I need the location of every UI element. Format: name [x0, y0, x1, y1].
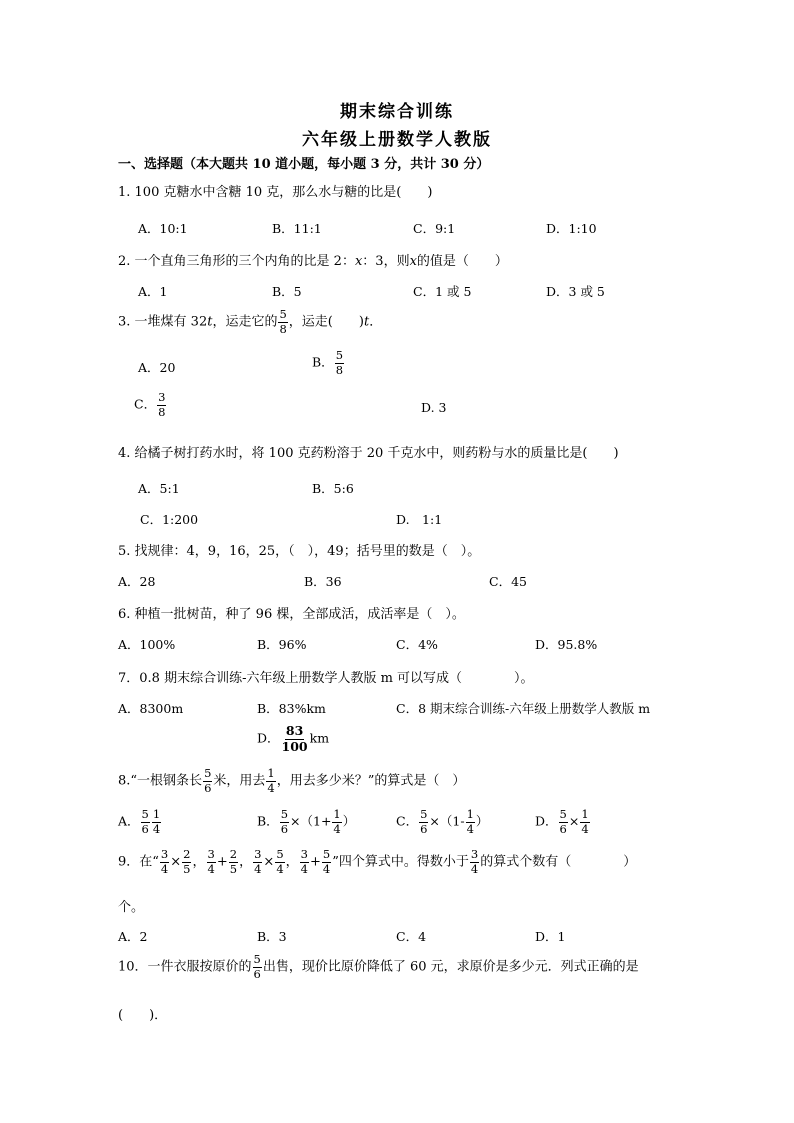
question-1: 1. 100 克糖水中含糖 10 克，那么水与糖的比是( ) [118, 185, 433, 200]
q3-option-c: C． $\frac{3}{8}$ [134, 390, 166, 419]
q1-option-d: D．1:10 [546, 221, 597, 236]
fraction: $\frac{5}{6}$ [420, 807, 428, 836]
fraction: $\frac{5}{6}$ [253, 952, 261, 981]
q3-option-d: D. 3 [421, 400, 447, 415]
fraction: $\frac{1}{4}$ [581, 807, 589, 836]
q3-option-b: B． $\frac{5}{8}$ [312, 348, 344, 377]
q7-option-c: C．8 期末综合训练-六年级上册数学人教版 m [396, 701, 651, 716]
q6-option-d: D．95.8% [535, 637, 598, 652]
q7-option-a: A．8300m [118, 701, 184, 716]
fraction: $\frac{2}{5}$ [229, 847, 238, 876]
fraction: $\frac{5}{8}$ [279, 307, 287, 336]
page-title: 期末综合训练 [340, 102, 454, 122]
question-5: 5. 找规律：4，9，16，25，（ ），49；括号里的数是（ ）。 [118, 544, 481, 559]
q8-option-d: D． $\frac{5}{6}$ × $\frac{1}{4}$ [535, 807, 589, 836]
fraction: $\frac{5}{6}$ [559, 807, 567, 836]
question-6: 6. 种植一批树苗，种了 96 棵，全部成活，成活率是（ ）。 [118, 607, 465, 622]
q2-option-a: A．1 [138, 284, 168, 299]
fraction: $\frac{3}{4}$ [207, 847, 215, 876]
fraction: $\frac{1}{4}$ [152, 807, 161, 836]
fraction: $\frac{5}{6}$ [204, 766, 212, 795]
fraction: $\frac{5}{8}$ [335, 348, 344, 377]
q9-option-d: D．1 [535, 929, 566, 944]
q9-option-c: C．4 [396, 929, 427, 944]
q6-option-b: B．96% [257, 637, 307, 652]
fraction: $\frac{5}{4}$ [322, 847, 331, 876]
q2-option-b: B．5 [272, 284, 302, 299]
q4-option-d: D. 1:1 [396, 512, 443, 527]
fraction: $\frac{3}{4}$ [300, 847, 308, 876]
fraction: $\frac{1}{4}$ [466, 807, 474, 836]
page-subtitle: 六年级上册数学人教版 [302, 130, 492, 150]
q5-option-a: A．28 [118, 574, 156, 589]
question-9-continued: 个。 [118, 900, 145, 915]
fraction: $\frac{3}{4}$ [160, 847, 169, 876]
q6-option-a: A．100% [118, 637, 176, 652]
q1-option-c: C．9:1 [413, 221, 456, 236]
question-9: 9．在“ $\frac{3}{4}$ × $\frac{2}{5}$ ， $\frac{3}{4}$ + $\frac{2}{5}$ ， $\frac{3}{4}$ × $\frac{5}{4}$ ， $\frac{3}{4}$ + $\frac{5}{4}$ ”四个算式中。得数小于 $\frac{3}{4}$ 的算式个数有（ ） [118, 847, 637, 876]
q1-option-b: B．11:1 [272, 221, 322, 236]
fraction: $\frac{1}{4}$ [267, 766, 275, 795]
fraction: $\frac{5}{6}$ [141, 807, 149, 836]
fraction: $\frac{1}{4}$ [333, 807, 341, 836]
question-10: 10．一件衣服按原价的 $\frac{5}{6}$ 出售，现价比原价降低了 60 元，求原价是多少元．列式正确的是 [118, 952, 639, 981]
q2-option-c: C．1 或 5 [413, 284, 472, 299]
question-7: 7．0.8 期末综合训练-六年级上册数学人教版 m 可以写成（ ）。 [118, 671, 534, 686]
question-3: 3. 一堆煤有 32t，运走它的 $\frac{5}{8}$ ，运走( )t． [118, 307, 383, 336]
fraction: $\frac{83}{100}$ [281, 723, 308, 754]
section-heading: 一、选择题（本大题共 10 道小题，每小题 3 分，共计 30 分） [118, 157, 490, 172]
q2-option-d: D．3 或 5 [546, 284, 605, 299]
q9-option-a: A．2 [118, 929, 148, 944]
q8-option-b: B． $\frac{5}{6}$ ×（1+ $\frac{1}{4}$ ） [257, 807, 356, 836]
question-2: 2. 一个直角三角形的三个内角的比是 2：x：3，则x的值是（ ） [118, 254, 508, 269]
q5-option-b: B．36 [304, 574, 342, 589]
fraction: $\frac{3}{4}$ [470, 847, 479, 876]
q5-option-c: C．45 [489, 574, 527, 589]
q9-option-b: B．3 [257, 929, 287, 944]
q8-option-c: C． $\frac{5}{6}$ ×（1- $\frac{1}{4}$ ） [396, 807, 489, 836]
question-8: 8.“一根钢条长 $\frac{5}{6}$ 米，用去 $\frac{1}{4}$ ，用去多少米？”的算式是（ ） [118, 766, 466, 795]
q3-option-a: A．20 [138, 360, 176, 375]
q4-option-b: B．5:6 [312, 481, 354, 496]
q4-option-c: C．1:200 [140, 512, 199, 527]
q7-option-d: D． $\frac{83}{100}$ km [257, 723, 330, 754]
q4-option-a: A．5:1 [138, 481, 180, 496]
q8-option-a: A． $\frac{5}{6}$ $\frac{1}{4}$ [118, 807, 161, 836]
fraction: $\frac{5}{6}$ [280, 807, 289, 836]
q7-option-b: B．83%km [257, 701, 326, 716]
q1-option-a: A．10:1 [138, 221, 188, 236]
question-10-continued: ( )． [118, 1008, 168, 1023]
fraction: $\frac{5}{4}$ [276, 847, 284, 876]
question-4: 4. 给橘子树打药水时，将 100 克药粉溶于 20 千克水中，则药粉与水的质量比是( ) [118, 446, 619, 461]
fraction: $\frac{2}{5}$ [183, 847, 191, 876]
fraction: $\frac{3}{4}$ [254, 847, 262, 876]
fraction: $\frac{3}{8}$ [158, 390, 166, 419]
q6-option-c: C．4% [396, 637, 438, 652]
